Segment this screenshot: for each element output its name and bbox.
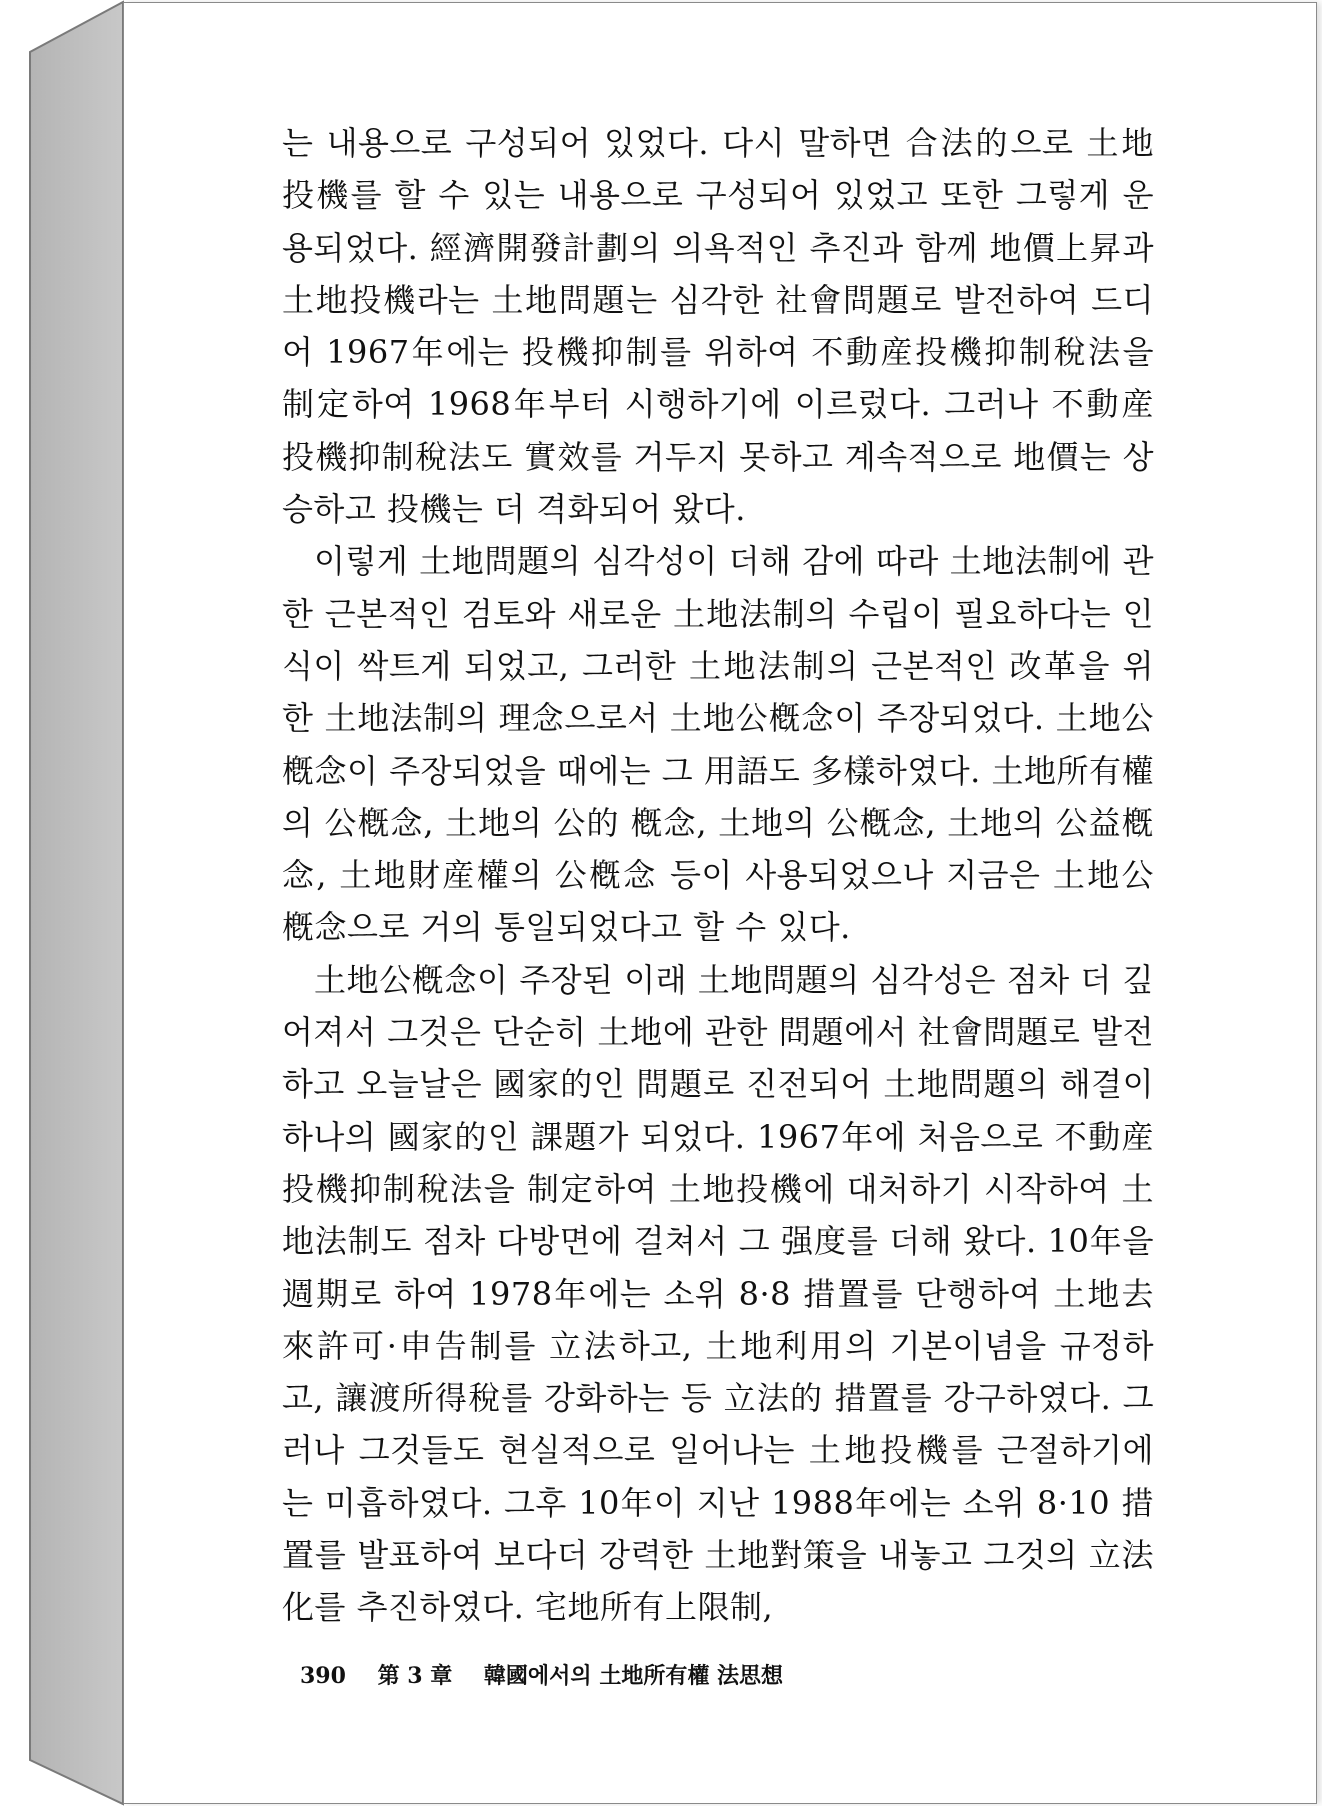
book-page: [123, 2, 1317, 1804]
paragraph-3: 土地公槪念이 주장된 이래 土地問題의 심각성은 점차 더 깊어져서 그것은 단순히 土地에 관한 問題에서 社會問題로 발전하고 오늘날은 國家的인 問題로 진전되어 土地問題의 해결이 하나의 國家的인 課題가 되었다. 1967年에 처음으로 不動産投機抑制稅法을 制定하여 土地投機에 대처하기 시작하여 土地法制도 점차 다방면에 걸쳐서 그 强度를 더해 왔다. 10年을 週期로 하여 1978年에는 소위 8·8 措置를 단행하여 土地去來許可·申告制를 立法하고, 土地利用의 기본이념을 규정하고, 讓渡所得稅를 강화하는 등 立法的 措置를 강구하였다. 그러나 그것들도 현실적으로 일어나는 土地投機를 근절하기에는 미흡하였다. 그후 10年이 지난 1988年에는 소위 8·10 措置를 발표하여 보다더 강력한 土地對策을 내놓고 그것의 立法化를 추진하였다. 宅地所有上限制,: [282, 960, 1154, 1627]
page-footer: [300, 1659, 807, 1690]
paragraph-1: 는 내용으로 구성되어 있었다. 다시 말하면 合法的으로 土地投機를 할 수 있는 내용으로 구성되어 있었고 또한 그렇게 운용되었다. 經濟開發計劃의 의욕적인 추진과 함께 地價上昇과 土地投機라는 土地問題는 심각한 社會問題로 발전하여 드디어 1967年에는 投機抑制를 위하여 不動産投機抑制稅法을 制定하여 1968年부터 시행하기에 이르렀다. 그러나 不動産投機抑制稅法도 實效를 거두지 못하고 계속적으로 地價는 상승하고 投機는 더 격화되어 왔다.: [282, 124, 1154, 529]
chapter-title: 韓國에서의 土地所有權 法思想: [483, 1663, 783, 1689]
page-number: 390: [300, 1663, 346, 1689]
chapter-label: 第 3 章: [377, 1663, 453, 1689]
paragraph-2: 이렇게 土地問題의 심각성이 더해 감에 따라 土地法制에 관한 근본적인 검토와 새로운 土地法制의 수립이 필요하다는 인식이 싹트게 되었고, 그러한 土地法制의 근본적인 改革을 위한 土地法制의 理念으로서 土地公槪念이 주장되었다. 土地公槪念이 주장되었을 때에는 그 用語도 多樣하였다. 土地所有權의 公槪念, 土地의 公的 槪念, 土地의 公槪念, 土地의 公益槪念, 土地財産權의 公槪念 등이 사용되었으나 지금은 土地公槪念으로 거의 통일되었다고 할 수 있다.: [282, 542, 1154, 947]
body-text: [282, 117, 1154, 1634]
